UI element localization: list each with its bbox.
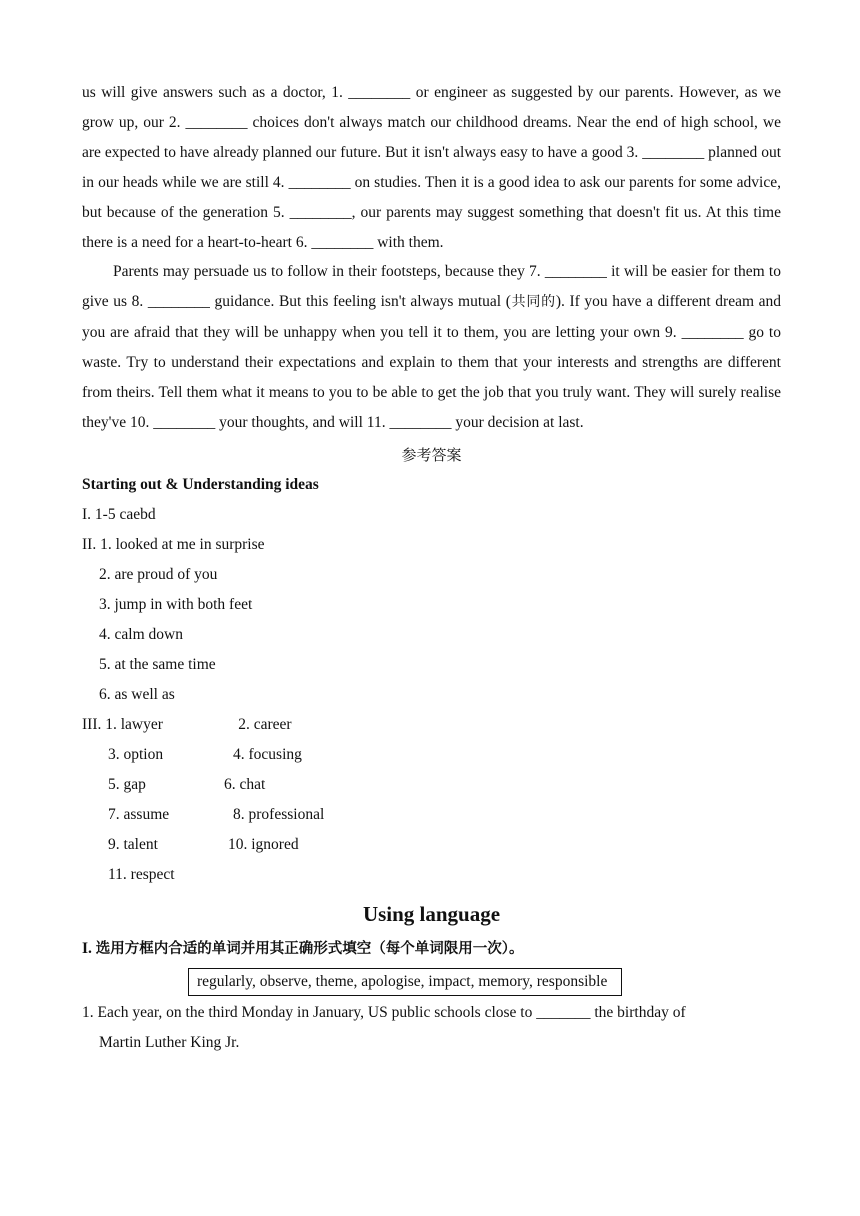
answer-part-2-item-3: 3. jump in with both feet <box>99 595 253 613</box>
answer-part-3-cell <box>233 860 373 890</box>
answer-part-2-item-2: 2. are proud of you <box>99 565 218 583</box>
answer-part-3-cell: 7. assume <box>108 805 170 823</box>
answer-part-3-cell: 9. talent <box>108 835 158 853</box>
answer-part-3-cell: 2. career <box>238 715 292 733</box>
section-title-using-language: Using language <box>362 901 501 926</box>
exercise-instruction <box>82 934 781 964</box>
answer-part-2-item-1: II. 1. looked at me in surprise <box>82 535 265 553</box>
answer-part-3-cell: 6. chat <box>224 775 266 793</box>
word-box: regularly, observe, theme, apologise, impact, memory, responsible <box>188 968 622 996</box>
answer-part-3-prefix: III. <box>82 715 106 733</box>
question-1-line-1: 1. Each year, on the third Monday in January, US public schools close to _______ the birthday of <box>82 1003 686 1021</box>
question-1 <box>82 998 781 1058</box>
passage-paragraph-2-part-b: ). If you have a different dream and you are afraid that they will be unhappy when you tell it to them, you are letting your own 9. ________ go to waste. Try to understand their expectations and explain to them that your interests and strengths are different from theirs. Tell them what it means to you to be able to get the job that you truly want. They will surely realise they've 10. ________ your thoughts, and will 11. ________ your decision at last. <box>82 293 782 431</box>
answer-part-3-cell: 8. professional <box>233 805 325 823</box>
exercise-number: I. <box>82 939 96 957</box>
document-page <box>82 78 781 1058</box>
answer-part-3-cell: 3. option <box>108 745 164 763</box>
answer-part-3-cell: 4. focusing <box>233 745 302 763</box>
answer-part-2-item-6: 6. as well as <box>99 685 175 703</box>
answer-part-3-cell: 5. gap <box>108 775 146 793</box>
answer-part-3-cell: 10. ignored <box>228 835 299 853</box>
answer-part-3-cell: 1. lawyer <box>105 715 163 733</box>
answer-section-heading: Starting out & Understanding ideas <box>82 475 319 493</box>
answer-part-2-item-4: 4. calm down <box>99 625 183 643</box>
passage-paragraph-2-part-a: Parents may persuade us to follow in their footsteps, because they 7. ________ it will be easier for them to give us 8. ________ guidance. But this feeling isn't always mutual ( <box>82 263 781 311</box>
passage-paragraph-2 <box>82 257 781 437</box>
answer-part-1: I. 1-5 caebd <box>82 505 156 523</box>
answer-key-title: 参考答案 <box>401 445 462 464</box>
answer-part-3-cell: 11. respect <box>108 865 175 883</box>
exercise-instruction-text: 选用方框内合适的单词并用其正确形式填空（每个单词限用一次）。 <box>95 940 524 957</box>
question-1-line-2: Martin Luther King Jr. <box>99 1033 240 1051</box>
answer-part-3 <box>82 710 781 890</box>
answer-part-2-item-5: 5. at the same time <box>99 655 216 673</box>
passage-paragraph-1: us will give answers such as a doctor, 1. ________ or engineer as suggested by our parents. However, as we grow up, our 2. ________ choices don't always match our childhood dreams. Near the end of high school, we are expected to have already planned our future. But it isn't always easy to have a good 3. ________ planned out in our heads while we are still 4. ________ on studies. Then it is a good idea to ask our parents for some advice, but because of the generation 5. ________, our parents may suggest something that doesn't fit us. At this time there is a need for a heart-to-heart 6. ________ with them. <box>82 84 781 251</box>
chinese-gloss: 共同的 <box>510 294 556 311</box>
